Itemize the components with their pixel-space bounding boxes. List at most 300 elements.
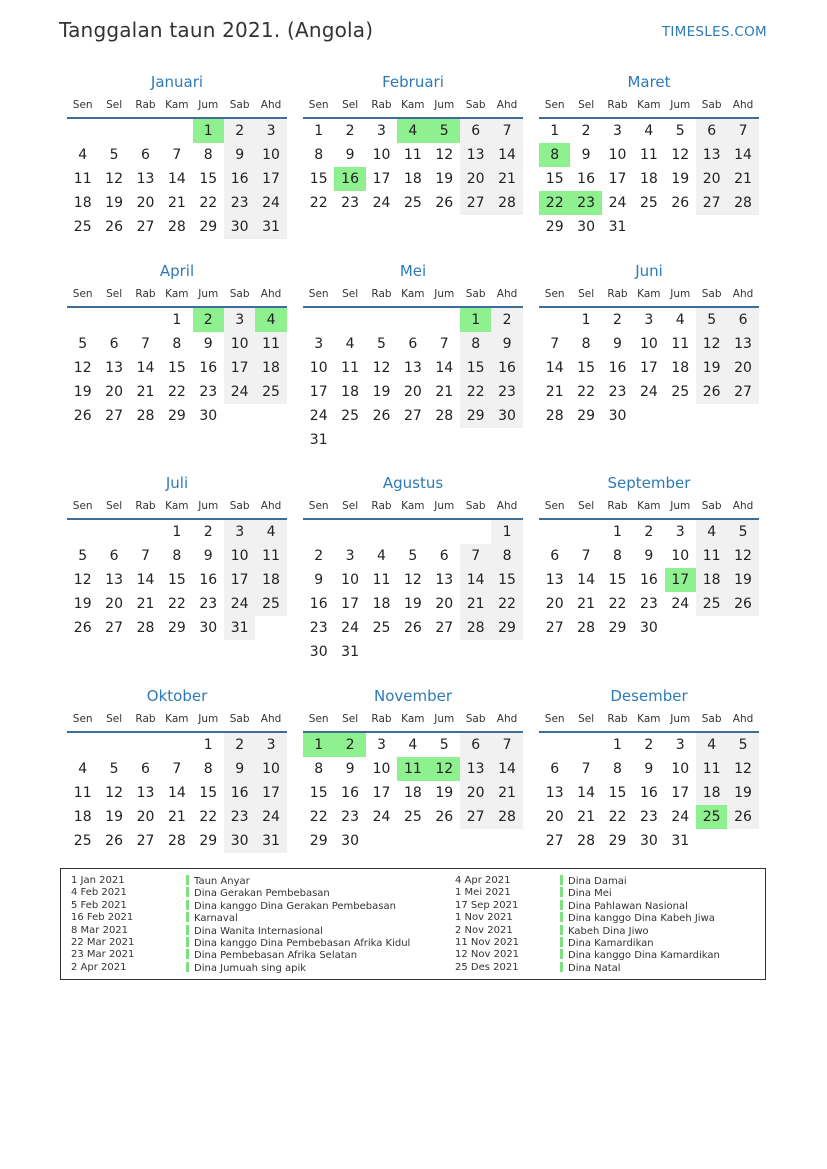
weekday-label: Sab [229, 713, 250, 725]
day-cell: 12 [727, 544, 758, 568]
legend-marker [186, 887, 189, 897]
day-cell: 12 [696, 332, 727, 356]
day-cell: 30 [224, 215, 255, 239]
day-cell: 8 [314, 761, 324, 777]
day-cell: 3 [224, 308, 255, 332]
day-cell: 15 [167, 360, 186, 376]
weekday-label: Sen [72, 288, 93, 300]
day-cell: 30 [341, 833, 359, 849]
day-cell: 7 [550, 336, 560, 352]
day-cell: 6 [141, 761, 150, 777]
day-cell: 20 [105, 596, 123, 612]
day-cell: 1 [581, 312, 591, 328]
day-cell: 21 [491, 781, 522, 805]
day-cell: 25 [696, 592, 727, 616]
day-cell: 6 [550, 761, 560, 777]
day-cell: 5 [727, 520, 758, 544]
day-cell: 26 [105, 219, 123, 235]
day-cell: 11 [73, 171, 92, 187]
month-desember [539, 685, 759, 853]
weekday-label: Jum [434, 500, 455, 512]
day-cell: 3 [345, 548, 355, 564]
holiday-legend [60, 868, 766, 980]
empty-cell [303, 520, 334, 544]
weekday-label: Sen [308, 99, 329, 111]
day-cell: 14 [727, 143, 758, 167]
day-cell: 5 [696, 308, 727, 332]
day-cell: 10 [372, 761, 391, 777]
month-februari [303, 71, 523, 215]
legend-holiday [186, 900, 410, 912]
day-cell: 9 [345, 761, 355, 777]
day-cell: 25 [255, 380, 286, 404]
legend-holiday [560, 887, 720, 899]
day-cell: 7 [141, 548, 150, 564]
weekday-label: Sel [578, 288, 595, 300]
weekday-label: Jum [198, 99, 219, 111]
day-cell: 28 [577, 833, 595, 849]
day-cell: 18 [73, 809, 92, 825]
day-cell: 1 [203, 737, 213, 753]
empty-cell [397, 308, 428, 332]
weekday-header [539, 496, 759, 520]
holiday-day: 23 [570, 191, 601, 215]
legend-holiday [186, 875, 410, 887]
day-cell: 22 [309, 809, 328, 825]
legend-date: 1 Mei 2021 [455, 887, 511, 899]
day-cell: 21 [435, 384, 454, 400]
day-cell: 25 [403, 195, 422, 211]
day-cell: 19 [73, 596, 92, 612]
day-grid [67, 308, 287, 428]
day-cell: 18 [403, 785, 422, 801]
day-cell: 13 [460, 143, 491, 167]
day-cell: 4 [377, 548, 386, 564]
day-cell: 11 [403, 147, 422, 163]
day-cell: 13 [136, 785, 155, 801]
day-cell: 12 [73, 360, 92, 376]
day-cell: 20 [545, 596, 564, 612]
empty-cell [303, 308, 334, 332]
day-cell: 10 [372, 147, 391, 163]
day-cell: 27 [545, 833, 564, 849]
day-cell: 15 [309, 785, 328, 801]
weekday-label: Kam [401, 288, 425, 300]
legend-left-names [186, 875, 410, 974]
day-cell: 9 [644, 548, 654, 564]
day-cell: 14 [491, 757, 522, 781]
day-cell: 28 [545, 408, 564, 424]
day-cell: 24 [224, 380, 255, 404]
legend-date: 5 Feb 2021 [71, 899, 127, 911]
weekday-label: Ahd [732, 288, 754, 300]
day-cell: 14 [136, 572, 155, 588]
legend-marker [186, 937, 189, 947]
day-cell: 7 [172, 147, 182, 163]
holiday-day: 1 [193, 119, 224, 143]
legend-marker [186, 962, 189, 972]
day-grid [303, 308, 523, 452]
day-cell: 6 [696, 119, 727, 143]
day-cell: 24 [224, 592, 255, 616]
day-cell: 23 [224, 191, 255, 215]
day-grid [539, 733, 759, 853]
weekday-header [67, 95, 287, 119]
day-cell: 7 [460, 544, 491, 568]
day-cell: 7 [491, 119, 522, 143]
day-cell: 26 [105, 833, 123, 849]
day-cell: 5 [109, 147, 119, 163]
legend-holiday-name: Dina Mei [568, 888, 612, 900]
legend-holiday [560, 912, 720, 924]
weekday-label: Kam [165, 288, 189, 300]
weekday-label: Rab [607, 713, 628, 725]
day-cell: 4 [255, 520, 286, 544]
day-cell: 22 [577, 384, 595, 400]
day-cell: 3 [377, 737, 386, 753]
legend-holiday-name: Dina Wanita Internasional [194, 925, 323, 937]
day-cell: 5 [439, 737, 449, 753]
month-september [539, 472, 759, 640]
day-cell: 11 [255, 332, 286, 356]
legend-holiday [186, 925, 410, 937]
day-cell: 6 [460, 733, 491, 757]
weekday-label: Rab [371, 500, 392, 512]
day-cell: 19 [727, 781, 758, 805]
weekday-label: Kam [165, 713, 189, 725]
day-cell: 21 [577, 809, 595, 825]
day-cell: 29 [577, 408, 595, 424]
empty-cell [130, 520, 161, 544]
month-juni [539, 260, 759, 428]
legend-holiday-name: Dina kanggo Dina Kabeh Jiwa [568, 913, 715, 925]
holiday-day: 25 [696, 805, 727, 829]
weekday-header [303, 709, 523, 733]
day-cell: 10 [224, 332, 255, 356]
day-cell: 16 [608, 360, 627, 376]
day-cell: 20 [435, 596, 454, 612]
day-cell: 10 [639, 336, 658, 352]
day-cell: 18 [403, 171, 422, 187]
day-cell: 24 [255, 805, 286, 829]
day-cell: 16 [341, 785, 359, 801]
empty-cell [98, 520, 129, 544]
weekday-label: Kam [401, 713, 425, 725]
weekday-label: Jum [434, 713, 455, 725]
day-cell: 17 [255, 167, 286, 191]
day-cell: 24 [372, 809, 391, 825]
day-cell: 24 [372, 195, 391, 211]
day-cell: 23 [639, 809, 658, 825]
day-cell: 13 [545, 785, 564, 801]
weekday-label: Ahd [260, 99, 282, 111]
weekday-label: Sab [465, 288, 486, 300]
day-cell: 19 [372, 384, 391, 400]
day-cell: 21 [727, 167, 758, 191]
day-cell: 27 [696, 191, 727, 215]
day-cell: 29 [309, 833, 328, 849]
weekday-label: Rab [371, 713, 392, 725]
day-cell: 26 [372, 408, 391, 424]
day-cell: 8 [172, 336, 182, 352]
day-cell: 22 [460, 380, 491, 404]
month-name: April [159, 262, 195, 280]
weekday-label: Sen [308, 713, 329, 725]
day-cell: 12 [372, 360, 391, 376]
day-cell: 15 [309, 171, 328, 187]
day-cell: 6 [109, 336, 119, 352]
day-cell: 8 [581, 336, 591, 352]
day-cell: 27 [105, 408, 123, 424]
day-cell: 31 [309, 432, 328, 448]
legend-holiday [560, 949, 720, 961]
day-cell: 28 [167, 219, 186, 235]
day-cell: 8 [613, 761, 622, 777]
day-cell: 12 [671, 147, 690, 163]
day-cell: 29 [167, 408, 186, 424]
day-grid [303, 119, 523, 215]
day-cell: 27 [136, 219, 155, 235]
weekday-header [539, 95, 759, 119]
weekday-label: Sab [229, 288, 250, 300]
day-cell: 7 [141, 336, 150, 352]
day-cell: 26 [671, 195, 690, 211]
day-cell: 7 [727, 119, 758, 143]
month-name: Juli [165, 474, 189, 492]
month-name: Mei [399, 262, 427, 280]
day-cell: 27 [403, 408, 422, 424]
empty-cell [366, 520, 397, 544]
empty-cell [429, 520, 460, 544]
brand-link[interactable]: TIMESLES.COM [661, 24, 767, 40]
weekday-label: Jum [198, 288, 219, 300]
day-cell: 16 [309, 596, 328, 612]
legend-holiday [186, 887, 410, 899]
day-cell: 2 [644, 737, 654, 753]
weekday-label: Kam [165, 99, 189, 111]
day-cell: 2 [345, 123, 355, 139]
day-cell: 16 [639, 572, 658, 588]
legend-date: 4 Apr 2021 [455, 875, 511, 886]
day-cell: 17 [341, 596, 359, 612]
weekday-label: Sab [229, 99, 250, 111]
day-grid [303, 733, 523, 853]
day-cell: 19 [105, 809, 123, 825]
day-cell: 11 [372, 572, 391, 588]
day-cell: 18 [696, 781, 727, 805]
legend-date: 25 Des 2021 [455, 961, 519, 973]
weekday-label: Sel [342, 500, 359, 512]
weekday-label: Sen [308, 288, 329, 300]
day-cell: 18 [255, 568, 286, 592]
day-cell: 29 [608, 833, 627, 849]
legend-date: 2 Nov 2021 [455, 924, 513, 936]
day-cell: 27 [105, 620, 123, 636]
day-cell: 15 [545, 171, 564, 187]
legend-date: 2 Apr 2021 [71, 961, 127, 973]
empty-cell [67, 733, 98, 757]
day-cell: 28 [136, 620, 155, 636]
day-cell: 23 [199, 384, 218, 400]
day-cell: 20 [696, 167, 727, 191]
empty-cell [161, 119, 192, 143]
day-cell: 16 [577, 171, 595, 187]
weekday-label: Ahd [732, 500, 754, 512]
weekday-label: Sel [578, 713, 595, 725]
day-cell: 8 [613, 548, 622, 564]
day-cell: 15 [460, 356, 491, 380]
weekday-label: Ahd [496, 288, 518, 300]
legend-holiday-name: Dina kanggo Dina Kamardikan [568, 950, 720, 962]
weekday-label: Ahd [732, 713, 754, 725]
legend-date: 11 Nov 2021 [455, 936, 520, 948]
day-cell: 6 [408, 336, 418, 352]
month-name: Juni [635, 262, 663, 280]
holiday-day: 11 [397, 757, 428, 781]
day-cell: 11 [639, 147, 658, 163]
day-cell: 25 [403, 809, 422, 825]
day-cell: 22 [309, 195, 328, 211]
day-cell: 13 [403, 360, 422, 376]
legend-holiday-name: Kabeh Dina Jiwo [568, 925, 649, 937]
day-cell: 15 [199, 171, 218, 187]
weekday-label: Sab [229, 500, 250, 512]
day-cell: 4 [345, 336, 355, 352]
day-cell: 18 [255, 356, 286, 380]
day-cell: 18 [341, 384, 359, 400]
legend-marker [560, 912, 563, 922]
day-cell: 26 [403, 620, 422, 636]
weekday-label: Sen [544, 713, 565, 725]
day-cell: 12 [105, 785, 123, 801]
day-cell: 29 [545, 219, 564, 235]
day-cell: 14 [167, 171, 186, 187]
day-cell: 30 [199, 620, 218, 636]
empty-cell [570, 733, 601, 757]
legend-holiday-name: Dina Damai [568, 876, 627, 887]
day-cell: 15 [491, 568, 522, 592]
day-cell: 10 [341, 572, 359, 588]
day-cell: 25 [341, 408, 359, 424]
day-cell: 31 [255, 829, 286, 853]
day-grid [539, 119, 759, 239]
day-cell: 26 [696, 380, 727, 404]
day-cell: 4 [408, 737, 418, 753]
weekday-label: Rab [135, 500, 156, 512]
legend-marker [560, 900, 563, 910]
weekday-header [303, 284, 523, 308]
day-cell: 5 [675, 123, 685, 139]
day-cell: 1 [613, 737, 622, 753]
day-cell: 28 [435, 408, 454, 424]
empty-cell [98, 308, 129, 332]
day-cell: 17 [309, 384, 328, 400]
day-cell: 17 [372, 171, 391, 187]
empty-cell [67, 308, 98, 332]
day-cell: 21 [491, 167, 522, 191]
day-cell: 6 [727, 308, 758, 332]
holiday-day: 5 [429, 119, 460, 143]
day-cell: 15 [577, 360, 595, 376]
day-cell: 15 [199, 785, 218, 801]
day-cell: 30 [309, 644, 328, 660]
weekday-label: Ahd [732, 99, 754, 111]
day-cell: 1 [314, 123, 324, 139]
day-cell: 1 [172, 312, 182, 328]
day-cell: 16 [639, 785, 658, 801]
legend-marker [560, 937, 563, 947]
day-cell: 16 [199, 360, 218, 376]
weekday-label: Jum [198, 500, 219, 512]
day-cell: 29 [199, 219, 218, 235]
month-april [67, 260, 287, 428]
day-cell: 31 [224, 616, 255, 640]
legend-holiday-name: Dina Pembebasan Afrika Selatan [194, 950, 358, 962]
day-cell: 27 [460, 191, 491, 215]
day-cell: 8 [203, 147, 213, 163]
day-cell: 17 [224, 356, 255, 380]
holiday-day: 1 [303, 733, 334, 757]
legend-holiday-name: Dina kanggo Dina Gerakan Pembebasan [194, 900, 396, 912]
weekday-label: Sel [106, 288, 123, 300]
holiday-day: 1 [460, 308, 491, 332]
day-cell: 4 [78, 761, 88, 777]
empty-cell [366, 308, 397, 332]
day-cell: 14 [491, 143, 522, 167]
day-cell: 12 [73, 572, 92, 588]
day-cell: 3 [255, 733, 286, 757]
day-cell: 2 [491, 308, 522, 332]
month-name: Januari [150, 73, 204, 91]
day-cell: 24 [255, 191, 286, 215]
day-cell: 3 [613, 123, 622, 139]
day-cell: 7 [439, 336, 449, 352]
legend-left-dates [71, 875, 134, 974]
legend-date: 1 Jan 2021 [71, 875, 125, 886]
weekday-label: Ahd [260, 500, 282, 512]
month-name: Desember [610, 687, 688, 705]
day-cell: 29 [491, 616, 522, 640]
day-cell: 20 [136, 195, 155, 211]
day-cell: 2 [644, 524, 654, 540]
day-cell: 10 [255, 143, 286, 167]
day-cell: 21 [577, 596, 595, 612]
weekday-label: Rab [607, 99, 628, 111]
day-cell: 7 [581, 548, 591, 564]
month-name: Agustus [382, 474, 444, 492]
empty-cell [539, 308, 570, 332]
day-cell: 21 [167, 195, 186, 211]
day-cell: 24 [341, 620, 359, 636]
day-cell: 28 [460, 616, 491, 640]
day-cell: 28 [167, 833, 186, 849]
day-cell: 11 [73, 785, 92, 801]
weekday-label: Rab [135, 288, 156, 300]
day-cell: 25 [639, 195, 658, 211]
legend-marker [186, 875, 189, 885]
day-cell: 9 [345, 147, 355, 163]
legend-holiday-name: Dina Gerakan Pembebasan [194, 888, 330, 900]
weekday-label: Sen [544, 288, 565, 300]
day-cell: 3 [675, 524, 685, 540]
day-cell: 14 [167, 785, 186, 801]
day-cell: 15 [608, 572, 627, 588]
legend-holiday [560, 925, 720, 937]
day-cell: 8 [203, 761, 213, 777]
weekday-label: Rab [135, 713, 156, 725]
legend-right-dates [455, 875, 519, 974]
day-cell: 27 [545, 620, 564, 636]
